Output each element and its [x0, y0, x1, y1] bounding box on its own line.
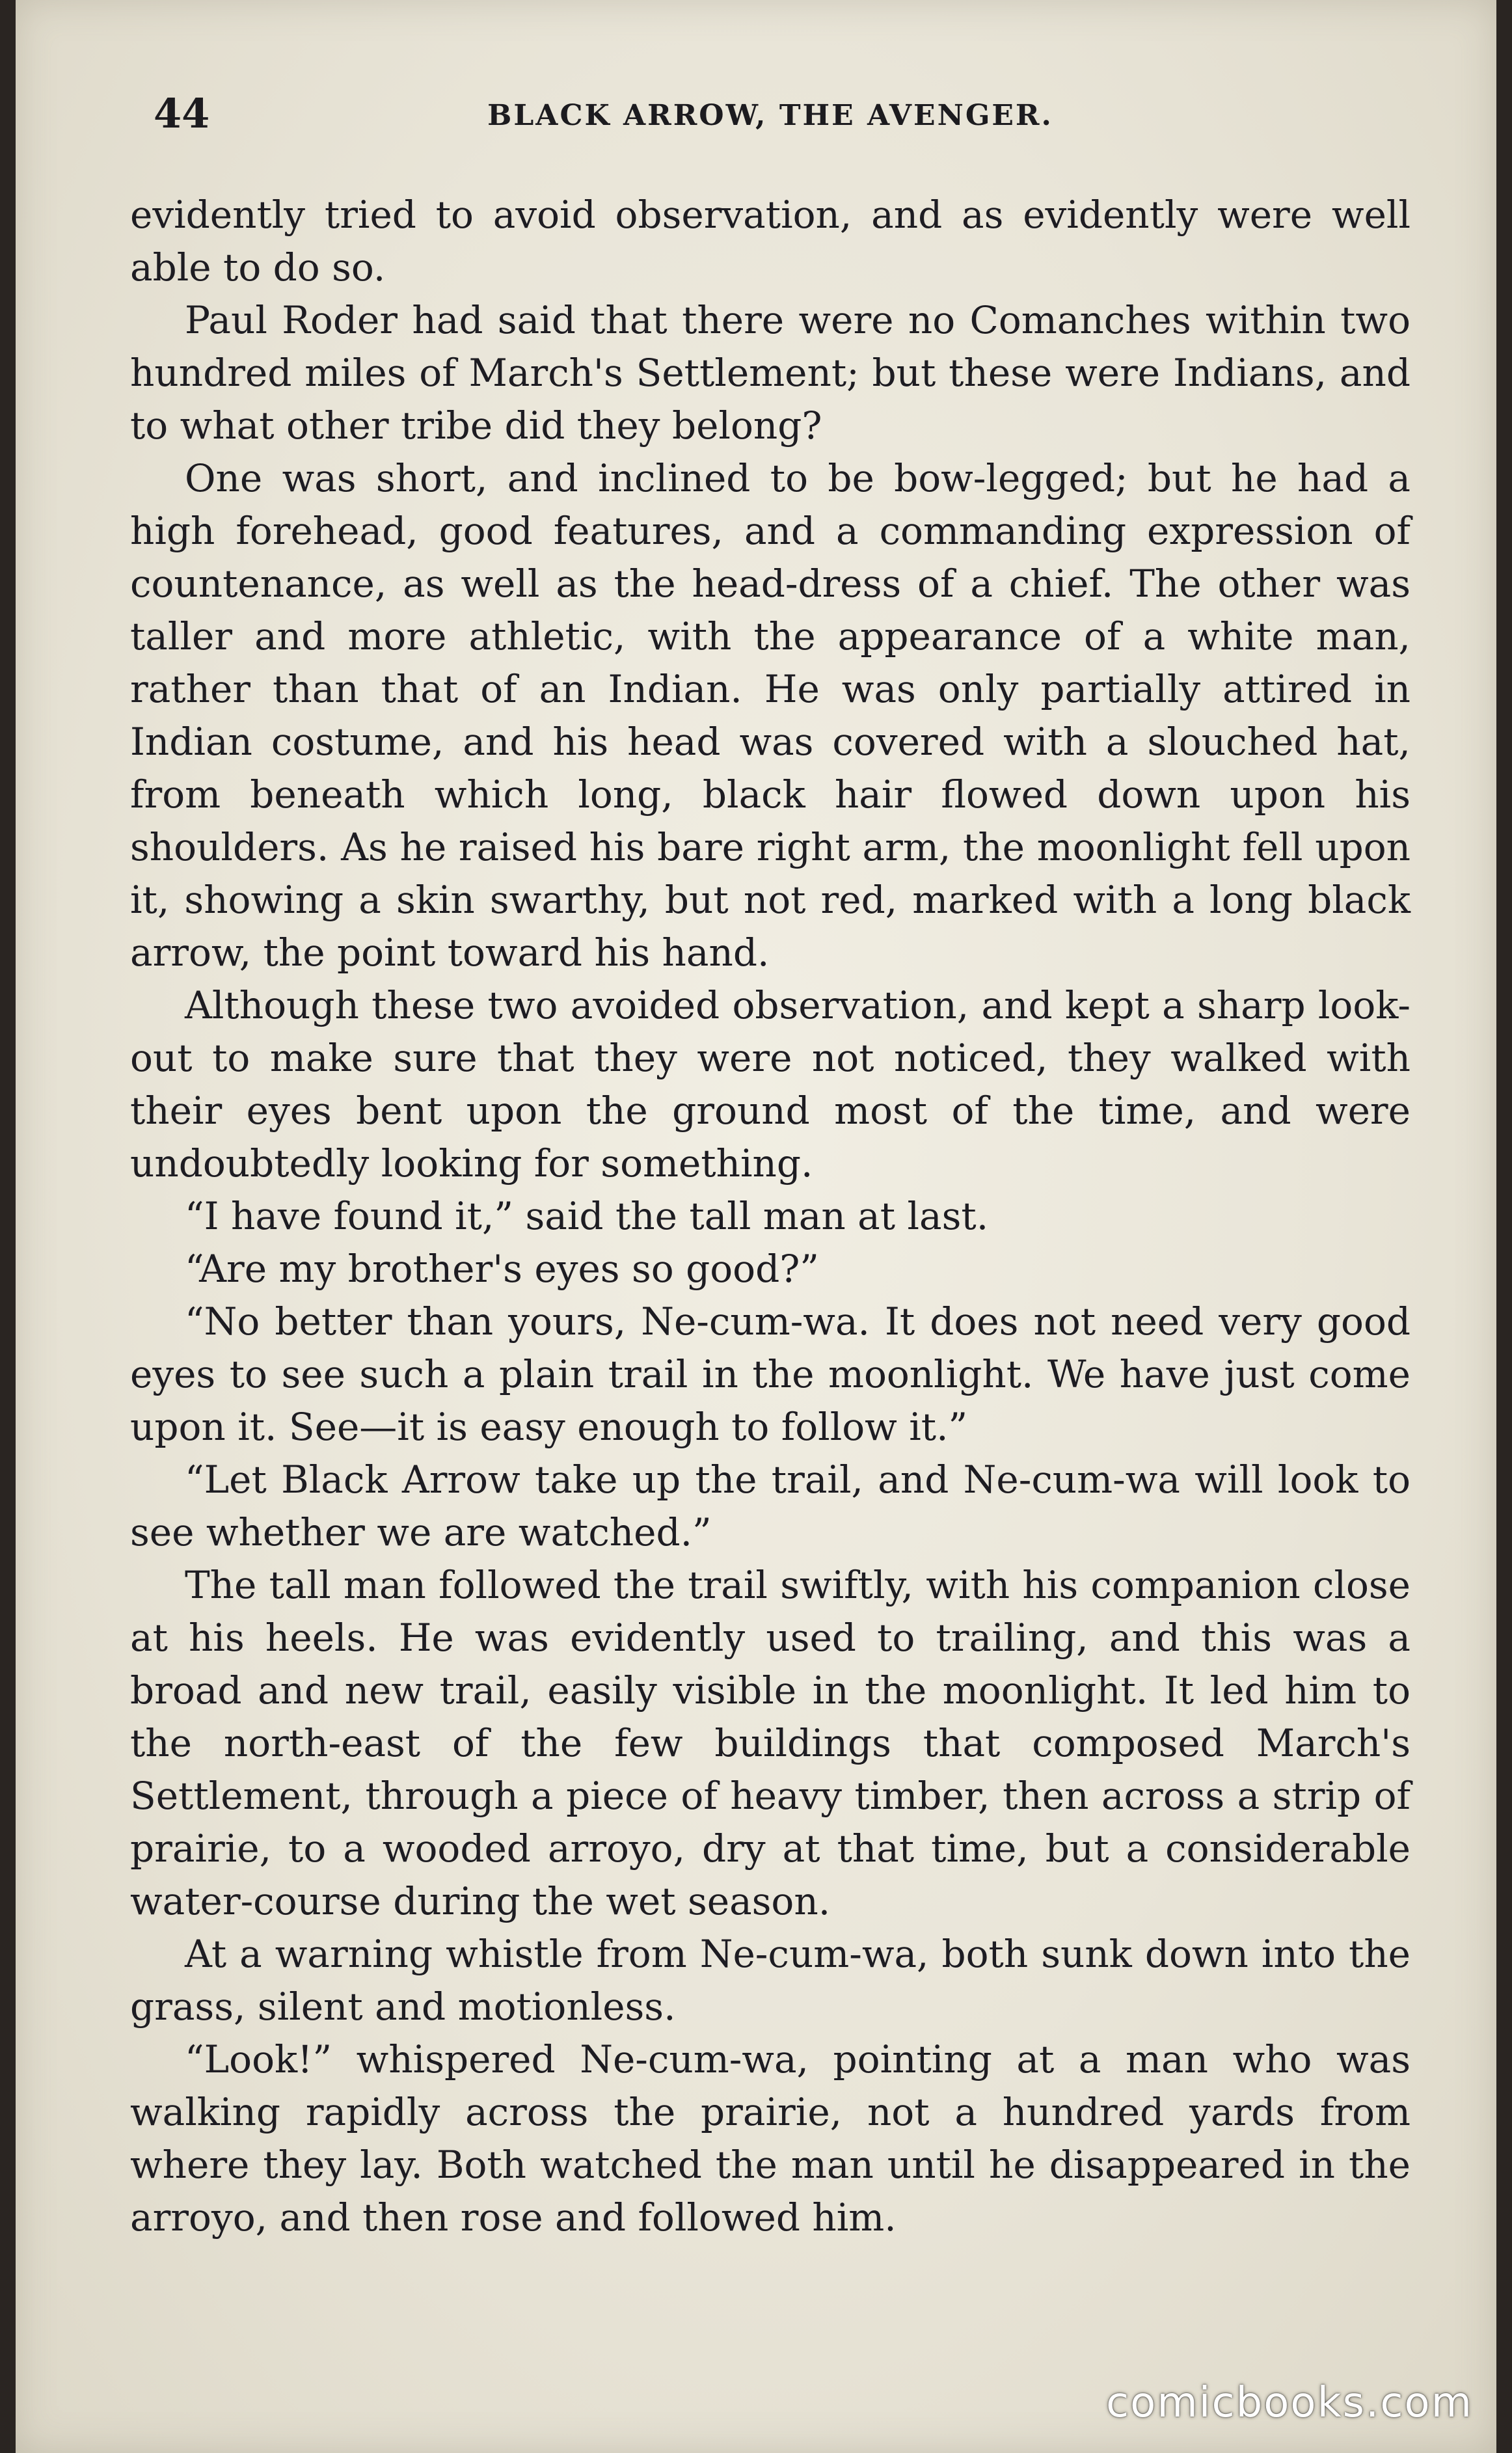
paragraph: evidently tried to avoid observation, and as evidently were well able to do so. — [130, 193, 1411, 290]
paragraph: “Are my brother's eyes so good?” — [185, 1247, 819, 1291]
paragraph: “No better than yours, Ne-cum-wa. It does not need very good eyes to see such a plain trail in the moonlight. We have just come upon it. See—it is easy enough to follow it.” — [130, 1299, 1411, 1449]
watermark: comicbooks.com — [1105, 2379, 1473, 2427]
page-number: 44 — [154, 90, 210, 137]
book-page — [16, 0, 1496, 2453]
paragraph: “Look!” whispered Ne-cum-wa, pointing at a man who was walking rapidly across the prairie, not a hundred yards from where they lay. Both watched the man until he disappeared in the arroyo, and then rose and followed him. — [130, 2037, 1411, 2240]
paragraph: “Let Black Arrow take up the trail, and Ne-cum-wa will look to see whether we are watched.” — [130, 1457, 1411, 1554]
paragraph: At a warning whistle from Ne-cum-wa, both sunk down into the grass, silent and motionless. — [130, 1932, 1411, 2029]
paragraph: Paul Roder had said that there were no Comanches within two hundred miles of March's Settlement; but these were Indians, and to what other tribe did they belong? — [130, 298, 1411, 448]
body-text — [130, 189, 1411, 2244]
paragraph: The tall man followed the trail swiftly, with his companion close at his heels. He was evidently used to trailing, and this was a broad and new trail, easily visible in the moonlight. It led him to the north-east of the few buildings that composed March's Settlement, through a piece of heavy timber, then across a strip of prairie, to a wooded arroyo, dry at that time, but a considerable water-course during the wet season. — [130, 1563, 1411, 1923]
page-header — [130, 85, 1411, 143]
paragraph: One was short, and inclined to be bow-legged; but he had a high forehead, good features, and a commanding expression of countenance, as well as the head-dress of a chief. The other was taller and more athletic, with the appearance of a white man, rather than that of an Indian. He was only partially attired in Indian costume, and his head was covered with a slouched hat, from beneath which long, black hair flowed down upon his shoulders. As he raised his bare right arm, the moonlight fell upon it, showing a skin swarthy, but not red, marked with a long black arrow, the point toward his hand. — [130, 456, 1411, 975]
paragraph: Although these two avoided observation, and kept a sharp look-out to make sure that they were not noticed, they walked with their eyes bent upon the ground most of the time, and were undoubtedly looking for something. — [130, 983, 1411, 1186]
running-title: BLACK ARROW, THE AVENGER. — [487, 99, 1053, 132]
paragraph: “I have found it,” said the tall man at last. — [185, 1194, 989, 1238]
